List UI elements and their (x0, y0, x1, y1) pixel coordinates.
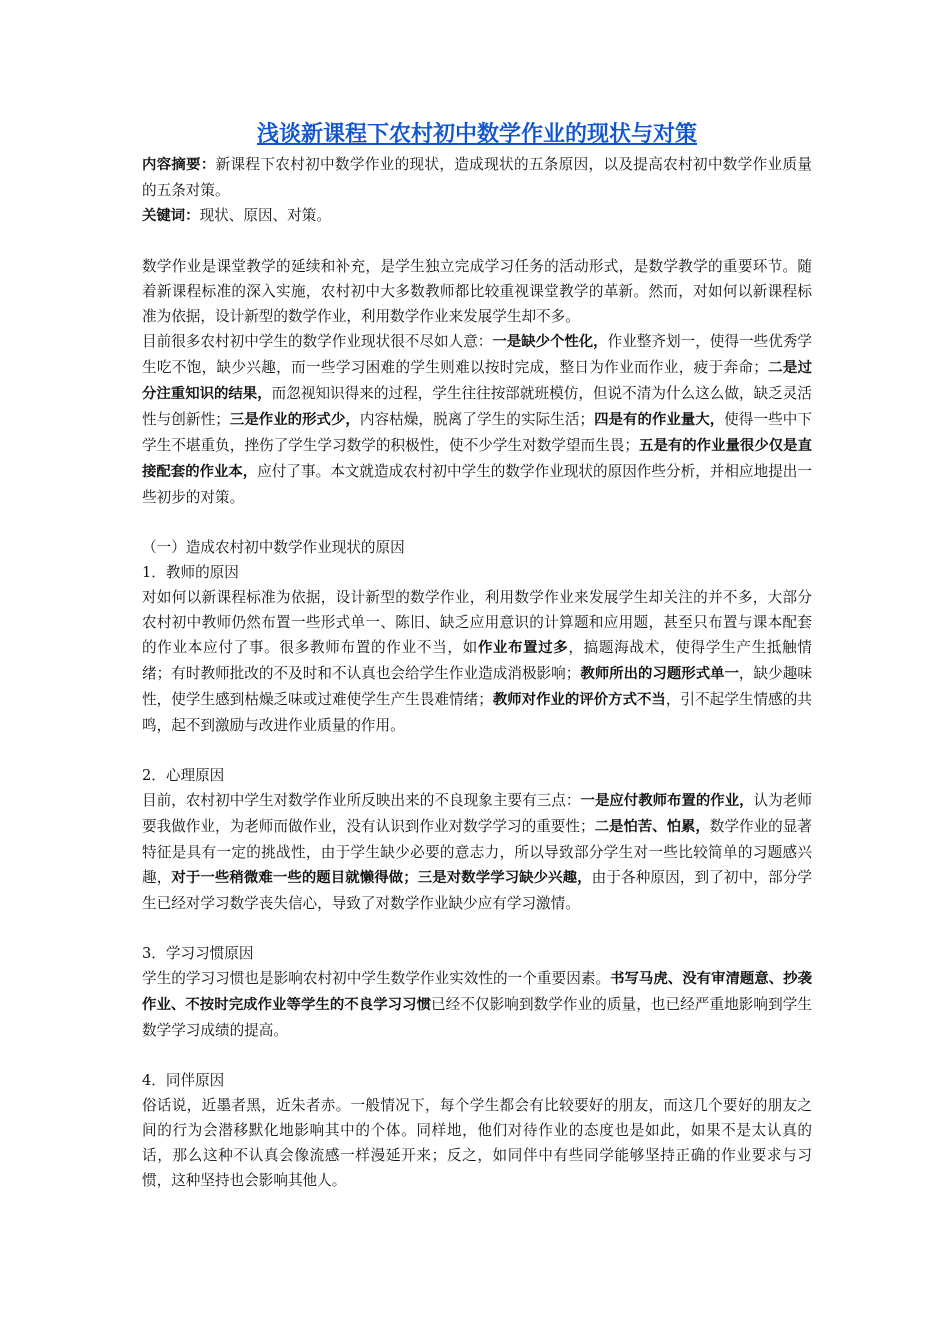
intro2-bold-1: 一是缺少个性化， (492, 334, 608, 350)
intro2-text-2: 作业整齐划一，使得一些优秀学生吃不饱，缺少兴趣，而一些学习困难的学生则难以按时完成，整日为作业而作业，疲于奔命； (142, 333, 812, 376)
teacher-text-1: 对如何以新课程标准为依据，设计新型的数学作业，利用数学作业来发展学生却关注的并不多，大部分农村初中教师仍然布置一些形式单一、陈旧、缺乏应用意识的计算题和应用题，甚至只布置与课本配套的作业本应付了事。很多教师布置的作业不当，如 (142, 589, 812, 656)
intro2-text-1: 目前很多农村初中学生的数学作业现状很不尽如人意： (142, 333, 493, 350)
blank-line (142, 738, 812, 763)
psych-text-3: 数学作业的显著特征是具有一定的挑战性，由于学生缺少必要的意志力，所以导致部分学生对一些比较简单的习题感兴趣， (142, 818, 812, 886)
psych-text-2: 认为老师要我做作业，为老师而做作业，没有认识到作业对数学学习的重要性； (142, 792, 812, 835)
teacher-bold-2: 教师所出的习题形式单一 (580, 666, 739, 682)
section-heading: （一）造成农村初中数学作业现状的原因 (142, 539, 405, 556)
intro2-text-6: 应付了事。本文就造成农村初中学生的数学作业现状的原因作些分析，并相应地提出一些初步的对策。 (142, 463, 812, 506)
intro2-bold-2: 二是过分注重知识的结果， (142, 360, 812, 402)
habits-paragraph (142, 966, 812, 1043)
intro2-text-4: 内容枯燥，脱离了学生的实际生活； (359, 411, 595, 428)
habits-bold-1: 书写马虎、没有审清题意、抄袭作业、不按时完成作业等学生的不良学习习惯 (142, 971, 812, 1013)
intro2-text-3: 而忽视知识得来的过程，学生往往按部就班模仿，但说不清为什么这么做，缺乏灵活性与创新性； (142, 385, 812, 428)
keywords-paragraph (142, 203, 812, 229)
subsection-heading-teacher: 1．教师的原因 (142, 564, 239, 581)
teacher-text-2: ，搞题海战术，使得学生产生抵触情绪；有时教师批改的不及时和不认真也会给学生作业造成消极影响； (142, 639, 812, 682)
intro-paragraph-1: 数学作业是课堂教学的延续和补充，是学生独立完成学习任务的活动形式，是数学教学的重要环节。随着新课程标准的深入实施，农村初中大多数教师都比较重视课堂教学的革新。然而，对如何以新课程标准为依据，设计新型的数学作业，利用数学作业来发展学生却不多。 (142, 258, 812, 325)
abstract-text: 新课程下农村初中数学作业的现状，造成现状的五条原因，以及提高农村初中数学作业质量的五条对策。 (142, 156, 812, 199)
blank-line (142, 229, 812, 254)
keywords-label: 关键词： (142, 208, 200, 224)
subsection-heading-psychology: 2．心理原因 (142, 767, 225, 784)
psychology-paragraph (142, 788, 812, 916)
psych-text-4: 由于各种原因，到了初中，部分学生已经对学习数学丧失信心，导致了对数学作业缺少应有学习激情。 (142, 869, 812, 912)
intro-paragraph-2 (142, 329, 812, 510)
psych-bold-1: 一是应付教师布置的作业， (580, 793, 754, 809)
teacher-paragraph (142, 585, 812, 738)
psych-bold-2: 二是怕苦、怕累， (594, 819, 710, 835)
teacher-text-4: ，引不起学生情感的共鸣，起不到激励与改进作业质量的作用。 (142, 691, 812, 734)
intro2-text-5: 使得一些中下学生不堪重负，挫伤了学生学习数学的积极性，使不少学生对数学望而生畏； (142, 411, 812, 454)
blank-line (142, 916, 812, 941)
teacher-text-3: ，缺少趣味性，使学生感到枯燥乏味或过难使学生产生畏难情绪； (142, 665, 812, 708)
teacher-bold-1: 作业布置过多 (477, 640, 569, 656)
abstract-paragraph (142, 152, 812, 203)
intro2-bold-5: 五是有的作业量很少仅是直接配套的作业本， (142, 438, 812, 480)
habits-text-2: 已经不仅影响到数学作业的质量，也已经严重地影响到学生数学学习成绩的提高。 (142, 996, 812, 1039)
intro2-bold-4: 四是有的作业量大， (594, 412, 725, 428)
document-title[interactable]: 浅谈新课程下农村初中数学作业的现状与对策 (256, 122, 697, 147)
habits-text-1: 学生的学习习惯也是影响农村初中学生数学作业实效性的一个重要因素。 (142, 970, 611, 987)
document-page (142, 120, 812, 1193)
blank-line (142, 510, 812, 535)
subsection-heading-habits: 3．学习习惯原因 (142, 945, 254, 962)
intro2-bold-3: 三是作业的形式少， (229, 412, 360, 428)
teacher-bold-3: 教师对作业的评价方式不当 (492, 692, 666, 708)
psych-bold-3: 对于一些稍微难一些的题目就懒得做；三是对数学学习缺少兴趣， (171, 870, 592, 886)
abstract-label: 内容摘要： (142, 157, 216, 173)
blank-line (142, 1043, 812, 1068)
subsection-heading-peers: 4．同伴原因 (142, 1072, 225, 1089)
keywords-text: 现状、原因、对策。 (199, 207, 331, 224)
psych-text-1: 目前，农村初中学生对数学作业所反映出来的不良现象主要有三点： (142, 792, 581, 809)
peers-paragraph: 俗话说，近墨者黑，近朱者赤。一般情况下，每个学生都会有比较要好的朋友，而这几个要好的朋友之间的行为会潜移默化地影响其中的个体。同样地，他们对待作业的态度也是如此，如果不是太认真的话，那么这种不认真会像流感一样漫延开来；反之，如同伴中有些同学能够坚持正确的作业要求与习惯，这种坚持也会影响其他人。 (142, 1097, 812, 1189)
